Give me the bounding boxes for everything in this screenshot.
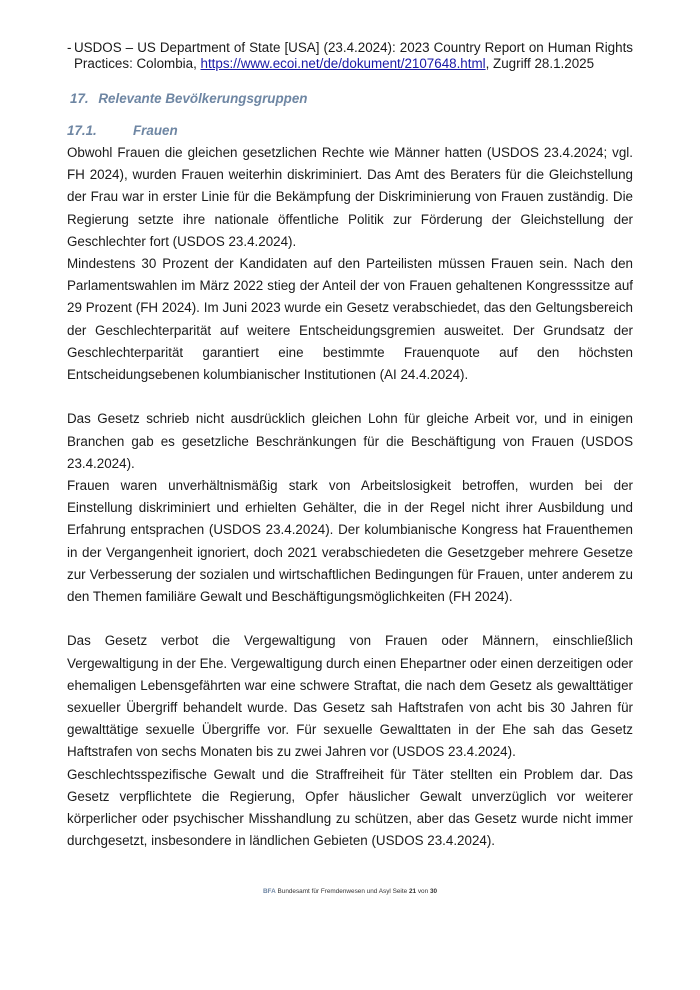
reference-entry	[67, 40, 633, 72]
reference-citation: USDOS – US Department of State [USA] (23.4.2024): 2023 Country Report on Human Rights Practices: Colombia,	[74, 40, 633, 71]
body-text	[67, 142, 633, 852]
subsection-number: 17.1.	[67, 123, 97, 138]
paragraph-spacer	[67, 386, 633, 408]
section-heading	[67, 91, 633, 106]
reference-access-date: , Zugriff 28.1.2025	[485, 56, 595, 71]
paragraph: Das Gesetz schrieb nicht ausdrücklich gleichen Lohn für gleiche Arbeit vor, und in einigen Branchen gab es gesetzliche Beschränkungen für die Beschäftigung von Frauen (USDOS 23.4.2024).	[67, 411, 633, 471]
footer-org: Bundesamt für Fremdenwesen und Asyl	[277, 888, 391, 895]
document-page	[67, 40, 633, 852]
footer-page-total: 30	[429, 888, 438, 895]
subsection-title: Frauen	[133, 123, 178, 138]
footer-page-number: 21	[408, 888, 417, 895]
paragraph: Frauen waren unverhältnismäßig stark von Arbeitslosigkeit betroffen, wurden bei der Einstellung diskriminiert und erhielten Gehälter, die in der Regel nicht ihrer Ausbildung und Erfahrung entsprachen (USDOS 23.4.2024). Der kolumbianische Kongress hat Frauenthemen in der Vergangenheit ignoriert, doch 2021 verabschiedeten die Gesetzgeber mehrere Gesetze zur Verbesserung der sozialen und wirtschaftlichen Bedingungen für Frauen, unter anderem zu den Themen familiäre Gewalt und Beschäftigungsmöglichkeiten (FH 2024).	[67, 478, 633, 605]
reference-link[interactable]: https://www.ecoi.net/de/dokument/2107648.html	[200, 56, 486, 71]
paragraph: Obwohl Frauen die gleichen gesetzlichen Rechte wie Männer hatten (USDOS 23.4.2024; vgl. FH 2024), wurden Frauen weiterhin diskriminiert. Das Amt des Beraters für die Gleichstellung der Frau war in erster Linie für die Bekämpfung der Diskriminierung von Frauen zuständig. Die Regierung setzte ihre nationale öffentliche Politik zur Förderung der Gleichstellung der Geschlechter fort (USDOS 23.4.2024).	[67, 145, 633, 249]
page-footer	[0, 888, 700, 895]
paragraph: Geschlechtsspezifische Gewalt und die Straffreiheit für Täter stellten ein Problem dar. Das Gesetz verpflichtete die Regierung, Opfer häuslicher Gewalt unverzüglich vor weiterer körperlicher oder psychischer Misshandlung zu schützen, aber das Gesetz wurde nicht immer durchgesetzt, insbesondere in ländlichen Gebieten (USDOS 23.4.2024).	[67, 766, 633, 849]
section-number: 17.	[70, 91, 89, 106]
bfa-logo: BFA	[262, 888, 276, 895]
reference-text	[74, 40, 633, 72]
section-title: Relevante Bevölkerungsgruppen	[98, 91, 308, 106]
paragraph: Das Gesetz verbot die Vergewaltigung von Frauen oder Männern, einschließlich Vergewaltigung in der Ehe. Vergewaltigung durch einen Ehepartner oder einen derzeitigen oder ehemaligen Lebensgefährten war eine schwere Straftat, die nach dem Gesetz als gewalttätiger sexueller Übergriff behandelt wurde. Das Gesetz sah Haftstrafen von acht bis 30 Jahren für gewalttätige sexuelle Übergriffe vor. Für sexuelle Gewalttaten in der Ehe sah das Gesetz Haftstrafen von sechs Monaten bis zu zwei Jahren vor (USDOS 23.4.2024).	[67, 633, 633, 760]
bullet-dash: -	[67, 40, 72, 55]
footer-of-label: von	[417, 888, 429, 895]
footer-page-label: Seite	[392, 888, 408, 895]
subsection-heading	[67, 123, 633, 138]
paragraph: Mindestens 30 Prozent der Kandidaten auf den Parteilisten müssen Frauen sein. Nach den Parlamentswahlen im März 2022 stieg der Anteil der von Frauen gehaltenen Kongresssitze auf 29 Prozent (FH 2024). Im Juni 2023 wurde ein Gesetz verabschiedet, das den Geltungsbereich der Geschlechterparität auf weitere Entscheidungsgremien ausweitet. Der Grundsatz der Geschlechterparität garantiert eine bestimmte Frauenquote auf den höchsten Entscheidungsebenen kolumbianischer Institutionen (AI 24.4.2024).	[67, 256, 633, 383]
paragraph-spacer	[67, 608, 633, 630]
